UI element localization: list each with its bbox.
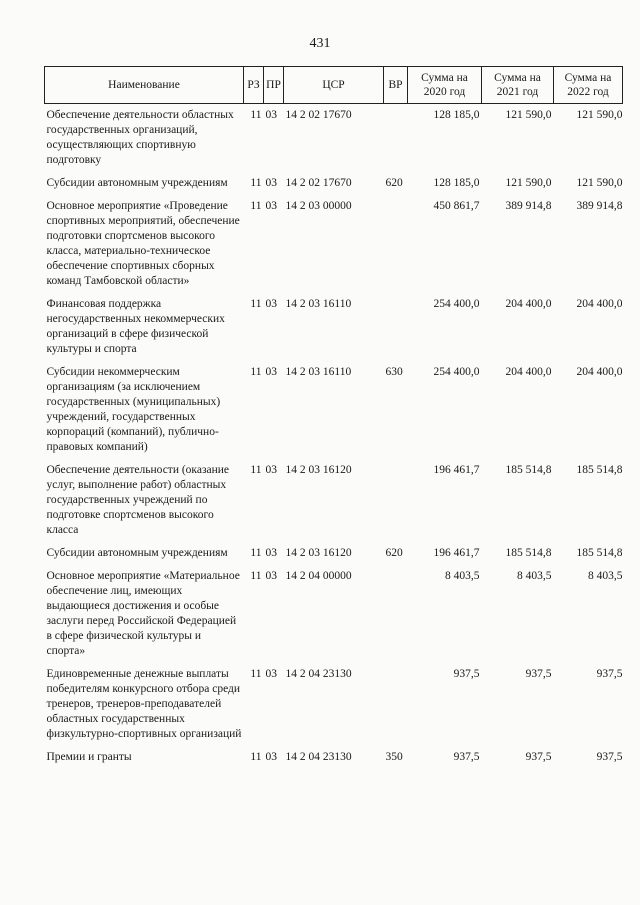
table-row [45,199,623,297]
cell-pr: 03 [265,200,277,212]
cell-vr [384,667,408,750]
cell-sum-2020: 128 185,0 [433,109,480,121]
cell-vr [384,297,408,365]
cell-sum-2020: 254 400,0 [433,298,480,310]
cell-vr [384,463,408,546]
cell-rz: 11 [250,109,262,121]
cell-rz: 11 [250,298,262,310]
cell-pr: 03 [265,109,277,121]
header-vr: ВР [384,67,408,104]
page-number: 431 [309,36,331,51]
cell-sum-2022: 185 514,8 [576,547,623,559]
header-rz: РЗ [244,67,264,104]
cell-sum-2021: 121 590,0 [505,109,552,121]
cell-csr: 14 2 04 00000 [285,570,352,582]
cell-name: Обеспечение деятельности областных государственных организаций, осуществляющих спортивную подготовку [46,109,234,166]
cell-sum-2021: 204 400,0 [505,298,552,310]
cell-sum-2020: 937,5 [453,668,480,680]
cell-sum-2021: 185 514,8 [505,547,552,559]
cell-sum-2022: 389 914,8 [576,200,623,212]
cell-sum-2022: 8 403,5 [588,570,623,582]
cell-name: Обеспечение деятельности (оказание услуг, выполнение работ) областных государственных учреждений по подготовке спортсменов высокого класса [46,464,230,536]
table-header [45,67,623,104]
cell-name: Субсидии автономным учреждениям [46,177,228,189]
cell-csr: 14 2 02 17670 [285,109,352,121]
cell-name: Субсидии некоммерческим организациям (за исключением государственных (муниципальных) учреждений, государственных корпораций (компаний), публично-правовых компаний) [46,366,221,453]
cell-rz: 11 [250,570,262,582]
cell-name: Финансовая поддержка негосударственных некоммерческих организаций в сфере физической культуры и спорта [46,298,225,355]
cell-vr: 630 [385,366,403,378]
cell-vr [384,104,408,177]
cell-csr: 14 2 03 16110 [285,366,352,378]
cell-pr: 03 [265,464,277,476]
cell-sum-2021: 121 590,0 [505,177,552,189]
table-body [45,104,623,774]
cell-sum-2021: 937,5 [525,668,552,680]
header-pr: ПР [264,67,284,104]
table-row [45,667,623,750]
cell-name: Единовременные денежные выплаты победителям конкурсного отбора среди тренеров, тренеров-преподавателей областных государственных физкультурно-спортивных организаций [46,668,242,740]
cell-pr: 03 [265,570,277,582]
cell-sum-2021: 185 514,8 [505,464,552,476]
cell-sum-2021: 8 403,5 [517,570,552,582]
cell-sum-2022: 185 514,8 [576,464,623,476]
cell-sum-2022: 937,5 [596,668,623,680]
cell-vr: 350 [385,751,403,763]
cell-name: Субсидии автономным учреждениям [46,547,228,559]
cell-name: Премии и гранты [46,751,132,763]
cell-sum-2022: 204 400,0 [576,298,623,310]
cell-rz: 11 [250,547,262,559]
table-row [45,546,623,569]
cell-sum-2022: 121 590,0 [576,109,623,121]
cell-pr: 03 [265,298,277,310]
cell-sum-2021: 389 914,8 [505,200,552,212]
cell-csr: 14 2 03 00000 [285,200,352,212]
cell-sum-2020: 196 461,7 [433,464,480,476]
cell-csr: 14 2 02 17670 [285,177,352,189]
cell-rz: 11 [250,751,262,763]
cell-rz: 11 [250,668,262,680]
cell-pr: 03 [265,366,277,378]
cell-pr: 03 [265,751,277,763]
cell-vr [384,569,408,667]
cell-csr: 14 2 04 23130 [285,668,352,680]
cell-rz: 11 [250,464,262,476]
cell-csr: 14 2 03 16120 [285,547,352,559]
cell-vr: 620 [385,547,403,559]
cell-rz: 11 [250,200,262,212]
cell-pr: 03 [265,668,277,680]
header-sum-2020: Сумма на 2020 год [408,67,482,104]
cell-sum-2022: 937,5 [596,751,623,763]
table-row [45,569,623,667]
cell-sum-2020: 937,5 [453,751,480,763]
cell-csr: 14 2 04 23130 [285,751,352,763]
table-row [45,463,623,546]
cell-name: Основное мероприятие «Проведение спортивных мероприятий, обеспечение подготовки спортсменов высокого класса, материально-техническое обеспечение спортивных сборных команд Тамбовской области» [46,200,240,287]
cell-csr: 14 2 03 16120 [285,464,352,476]
table-row [45,297,623,365]
cell-sum-2020: 254 400,0 [433,366,480,378]
table-row [45,365,623,463]
cell-vr [384,199,408,297]
cell-vr: 620 [385,177,403,189]
cell-sum-2021: 937,5 [525,751,552,763]
cell-sum-2020: 450 861,7 [433,200,480,212]
budget-table [44,66,623,773]
table-row [45,176,623,199]
cell-sum-2022: 121 590,0 [576,177,623,189]
cell-sum-2022: 204 400,0 [576,366,623,378]
cell-sum-2021: 204 400,0 [505,366,552,378]
cell-rz: 11 [250,366,262,378]
header-name: Наименование [45,67,244,104]
header-sum-2021: Сумма на 2021 год [482,67,554,104]
table-row [45,750,623,773]
table-row [45,104,623,177]
header-csr: ЦСР [284,67,384,104]
cell-pr: 03 [265,177,277,189]
cell-sum-2020: 128 185,0 [433,177,480,189]
cell-name: Основное мероприятие «Материальное обеспечение лиц, имеющих выдающиеся достижения и особые заслуги перед Российской Федерацией в сфере физической культуры и спорта» [46,570,240,657]
cell-sum-2020: 196 461,7 [433,547,480,559]
cell-csr: 14 2 03 16110 [285,298,352,310]
cell-sum-2020: 8 403,5 [445,570,480,582]
header-sum-2022: Сумма на 2022 год [554,67,623,104]
cell-rz: 11 [250,177,262,189]
cell-pr: 03 [265,547,277,559]
